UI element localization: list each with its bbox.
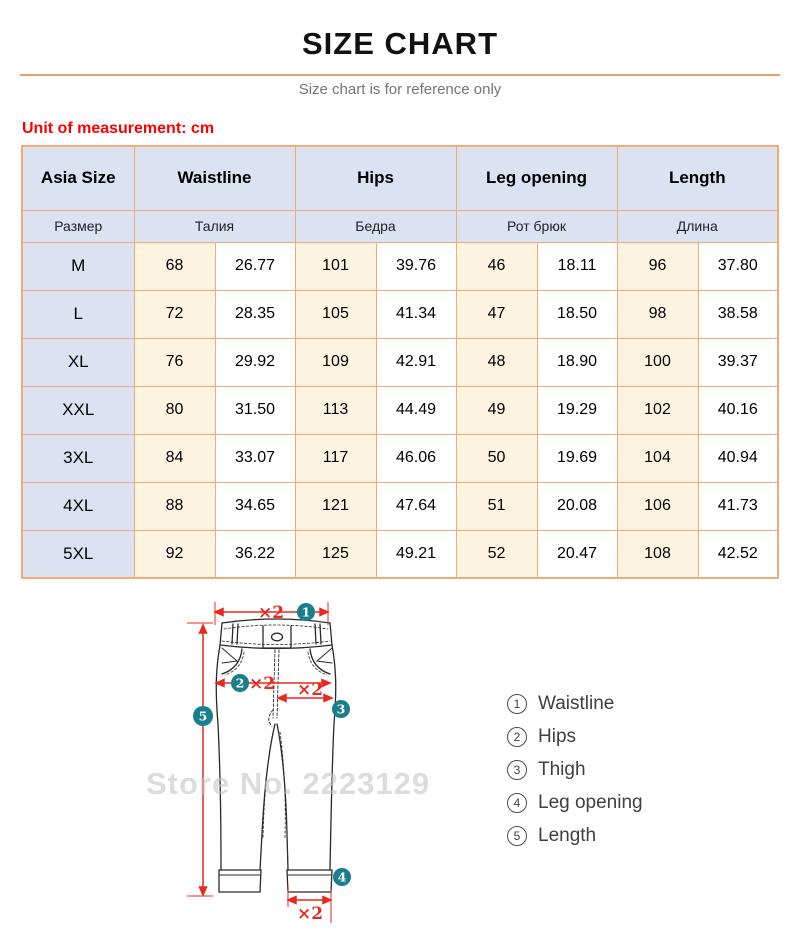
x2-hips-label: ×2 xyxy=(248,674,276,694)
legend-number-icon: 3 xyxy=(507,760,527,780)
size-cell: 3XL xyxy=(22,434,134,482)
value-cell-inch: 49.21 xyxy=(376,530,456,578)
col-leg-opening: Leg opening xyxy=(456,146,617,210)
size-cell: XXL xyxy=(22,386,134,434)
col-waistline: Waistline xyxy=(134,146,295,210)
multiplier-labels xyxy=(249,603,323,924)
table-row xyxy=(22,338,778,386)
value-cell-inch: 38.58 xyxy=(698,290,778,338)
legend-number-icon: 1 xyxy=(507,694,527,714)
value-cell-cm: 108 xyxy=(617,530,698,578)
table-row xyxy=(22,242,778,290)
size-cell: 4XL xyxy=(22,482,134,530)
value-cell-cm: 101 xyxy=(295,242,376,290)
value-cell-cm: 47 xyxy=(456,290,537,338)
value-cell-inch: 19.29 xyxy=(537,386,617,434)
value-cell-inch: 41.73 xyxy=(698,482,778,530)
value-cell-inch: 18.11 xyxy=(537,242,617,290)
value-cell-inch: 47.64 xyxy=(376,482,456,530)
value-cell-inch: 18.50 xyxy=(537,290,617,338)
x2-waist-label: ×2 xyxy=(257,603,285,623)
value-cell-inch: 44.49 xyxy=(376,386,456,434)
value-cell-inch: 46.06 xyxy=(376,434,456,482)
value-cell-cm: 50 xyxy=(456,434,537,482)
value-cell-cm: 72 xyxy=(134,290,215,338)
value-cell-cm: 92 xyxy=(134,530,215,578)
size-table xyxy=(21,145,779,579)
store-watermark: Store No. 2223129 xyxy=(146,766,431,801)
legend-item xyxy=(507,720,643,753)
value-cell-cm: 51 xyxy=(456,482,537,530)
value-cell-inch: 18.90 xyxy=(537,338,617,386)
title-divider xyxy=(20,74,780,76)
col-asia-size-ru: Размер xyxy=(22,210,134,242)
legend-number-icon: 2 xyxy=(507,727,527,747)
col-leg-opening-ru: Рот брюк xyxy=(456,210,617,242)
value-cell-inch: 40.94 xyxy=(698,434,778,482)
legend-item xyxy=(507,786,643,819)
value-cell-inch: 26.77 xyxy=(215,242,295,290)
value-cell-cm: 121 xyxy=(295,482,376,530)
col-asia-size: Asia Size xyxy=(22,146,134,210)
value-cell-cm: 84 xyxy=(134,434,215,482)
value-cell-cm: 48 xyxy=(456,338,537,386)
table-row xyxy=(22,530,778,578)
value-cell-inch: 39.37 xyxy=(698,338,778,386)
col-hips-ru: Бедра xyxy=(295,210,456,242)
measurement-legend xyxy=(507,687,643,852)
badge-3-number: 3 xyxy=(336,701,346,717)
legend-item xyxy=(507,687,643,720)
col-length-ru: Длина xyxy=(617,210,778,242)
value-cell-inch: 20.08 xyxy=(537,482,617,530)
size-cell: XL xyxy=(22,338,134,386)
table-header-ru xyxy=(22,210,778,242)
table-row xyxy=(22,386,778,434)
value-cell-inch: 42.52 xyxy=(698,530,778,578)
subtitle: Size chart is for reference only xyxy=(298,81,502,98)
legend-item xyxy=(507,819,643,852)
value-cell-cm: 88 xyxy=(134,482,215,530)
value-cell-inch: 31.50 xyxy=(215,386,295,434)
value-cell-cm: 49 xyxy=(456,386,537,434)
page-title: SIZE CHART xyxy=(302,26,498,61)
value-cell-inch: 40.16 xyxy=(698,386,778,434)
x2-opening-label: ×2 xyxy=(296,904,324,924)
value-cell-cm: 96 xyxy=(617,242,698,290)
table-row xyxy=(22,482,778,530)
legend-item xyxy=(507,753,643,786)
value-cell-cm: 68 xyxy=(134,242,215,290)
value-cell-cm: 102 xyxy=(617,386,698,434)
value-cell-inch: 19.69 xyxy=(537,434,617,482)
value-cell-cm: 104 xyxy=(617,434,698,482)
value-cell-cm: 100 xyxy=(617,338,698,386)
col-hips: Hips xyxy=(295,146,456,210)
value-cell-cm: 105 xyxy=(295,290,376,338)
legend-number-icon: 4 xyxy=(507,793,527,813)
col-length: Length xyxy=(617,146,778,210)
size-cell: L xyxy=(22,290,134,338)
value-cell-inch: 34.65 xyxy=(215,482,295,530)
legend-label: Thigh xyxy=(538,758,586,780)
badge-5-number: 5 xyxy=(198,708,208,724)
value-cell-inch: 41.34 xyxy=(376,290,456,338)
value-cell-cm: 109 xyxy=(295,338,376,386)
legend-number-icon: 5 xyxy=(507,826,527,846)
value-cell-cm: 113 xyxy=(295,386,376,434)
value-cell-cm: 52 xyxy=(456,530,537,578)
legend-label: Hips xyxy=(538,725,577,747)
value-cell-inch: 37.80 xyxy=(698,242,778,290)
value-cell-cm: 117 xyxy=(295,434,376,482)
table-row xyxy=(22,290,778,338)
value-cell-inch: 36.22 xyxy=(215,530,295,578)
table-header-en xyxy=(22,146,778,210)
legend-label: Length xyxy=(538,824,597,846)
pants-drawing xyxy=(216,619,335,892)
unit-note: Unit of measurement: cm xyxy=(22,120,215,137)
value-cell-inch: 39.76 xyxy=(376,242,456,290)
value-cell-cm: 76 xyxy=(134,338,215,386)
col-waistline-ru: Талия xyxy=(134,210,295,242)
size-cell: M xyxy=(22,242,134,290)
value-cell-inch: 20.47 xyxy=(537,530,617,578)
size-cell: 5XL xyxy=(22,530,134,578)
value-cell-cm: 106 xyxy=(617,482,698,530)
size-table-body xyxy=(22,242,778,578)
value-cell-inch: 33.07 xyxy=(215,434,295,482)
legend-label: Leg opening xyxy=(538,791,643,813)
legend-label: Waistline xyxy=(538,692,615,714)
value-cell-inch: 29.92 xyxy=(215,338,295,386)
value-cell-inch: 42.91 xyxy=(376,338,456,386)
value-cell-cm: 98 xyxy=(617,290,698,338)
value-cell-cm: 125 xyxy=(295,530,376,578)
value-cell-cm: 80 xyxy=(134,386,215,434)
badge-1-number: 1 xyxy=(301,604,311,620)
value-cell-cm: 46 xyxy=(456,242,537,290)
x2-thigh-label: ×2 xyxy=(296,680,324,700)
value-cell-inch: 28.35 xyxy=(215,290,295,338)
table-row xyxy=(22,434,778,482)
badge-2-number: 2 xyxy=(235,675,245,691)
badge-4-number: 4 xyxy=(337,869,347,885)
